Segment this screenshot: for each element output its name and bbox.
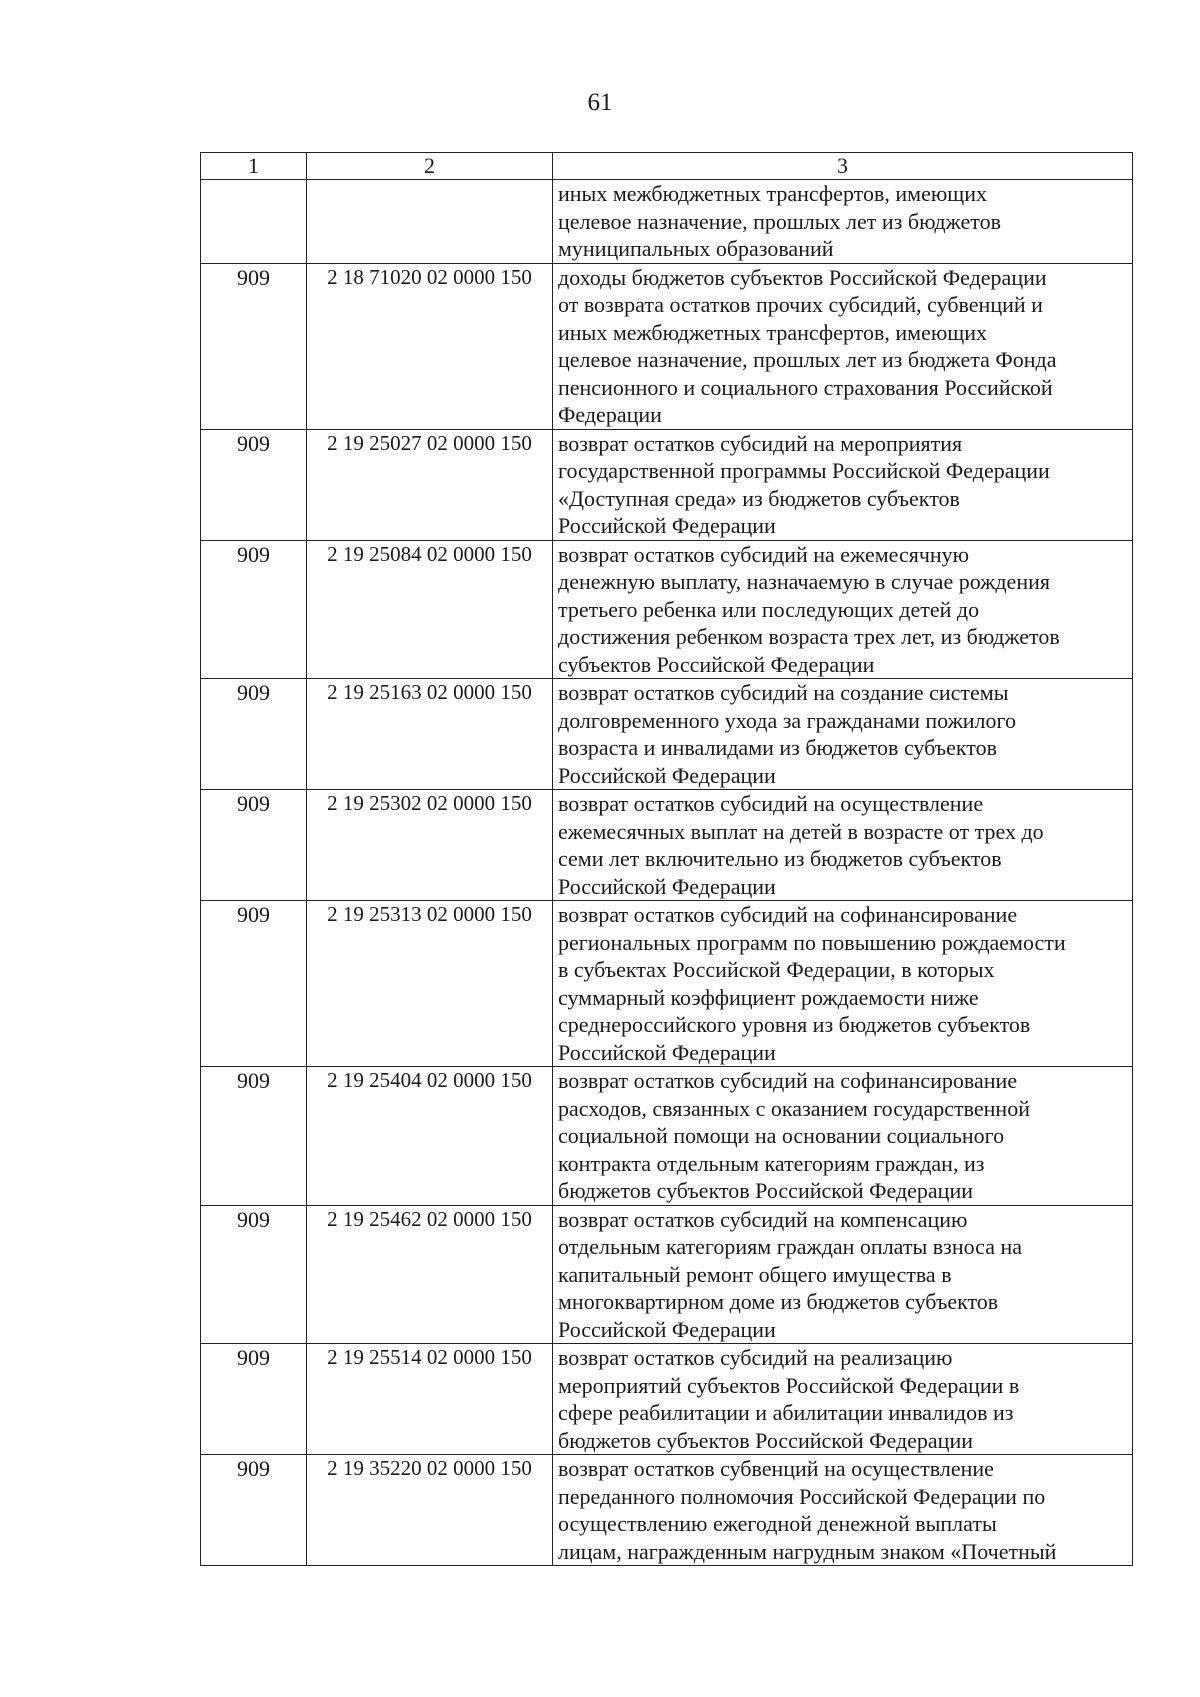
table-row [201, 1344, 1133, 1455]
table-row [201, 790, 1133, 901]
table-row [201, 429, 1133, 540]
header-col-1: 1 [201, 153, 307, 180]
description-line: «Доступная среда» из бюджетов субъектов [558, 485, 960, 511]
description-line: осуществлению ежегодной денежной выплаты [558, 1511, 997, 1536]
description-line: от возврата остатков прочих субсидий, субвенций и [558, 292, 1043, 317]
admin-code-cell [201, 180, 307, 264]
description-line: доходы бюджетов субъектов Российской Федерации [558, 264, 1047, 290]
revenue-description-cell [553, 1205, 1133, 1344]
admin-code-cell: 909 [201, 1344, 307, 1455]
budget-classification-code-cell: 2 19 35220 02 0000 150 [307, 1455, 553, 1566]
page-number: 61 [587, 89, 613, 116]
description-line: Федерации [558, 402, 662, 427]
description-line: возврат остатков субсидий на ежемесячную [558, 541, 970, 567]
description-line: в субъектах Российской Федерации, в которых [558, 957, 995, 982]
budget-classification-code-cell: 2 19 25404 02 0000 150 [307, 1067, 553, 1206]
description-line: Российской Федерации [558, 873, 776, 899]
budget-classification-code-cell: 2 18 71020 02 0000 150 [307, 263, 553, 429]
description-line: третьего ребенка или последующих детей до [558, 596, 980, 622]
admin-code-cell: 909 [201, 263, 307, 429]
description-line: многоквартирном доме из бюджетов субъектов [558, 1289, 999, 1314]
description-line: контракта отдельным категориям граждан, из [558, 1150, 985, 1176]
description-line: отдельным категориям граждан оплаты взноса на [558, 1234, 1022, 1259]
budget-classification-code-cell [307, 180, 553, 264]
budget-codes-table [200, 152, 1133, 1566]
table-row [201, 1455, 1133, 1566]
revenue-description-cell [553, 540, 1133, 679]
admin-code-cell: 909 [201, 679, 307, 790]
description-line: лицам, награжденным нагрудным знаком «Почетный [558, 1538, 1057, 1564]
description-line: сфере реабилитации и абилитации инвалидов из [558, 1400, 1014, 1425]
revenue-description-cell [553, 1455, 1133, 1566]
description-line: возврат остатков субсидий на мероприятия [558, 430, 963, 456]
description-line: возврат остатков субсидий на компенсацию [558, 1206, 968, 1232]
admin-code-cell: 909 [201, 540, 307, 679]
description-line: бюджетов субъектов Российской Федерации [558, 1178, 973, 1203]
table-row [201, 540, 1133, 679]
header-col-2: 2 [307, 153, 553, 180]
header-col-3: 3 [553, 153, 1133, 180]
table-row [201, 901, 1133, 1067]
description-line: ежемесячных выплат на детей в возрасте от трех до [558, 818, 1044, 844]
description-line: муниципальных образований [558, 236, 834, 261]
budget-classification-code-cell: 2 19 25313 02 0000 150 [307, 901, 553, 1067]
revenue-description-cell [553, 679, 1133, 790]
description-line: среднероссийского уровня из бюджетов субъектов [558, 1012, 1031, 1037]
budget-classification-code-cell: 2 19 25084 02 0000 150 [307, 540, 553, 679]
admin-code-cell: 909 [201, 901, 307, 1067]
description-line: суммарный коэффициент рождаемости ниже [558, 984, 979, 1010]
table-body [201, 180, 1133, 1566]
revenue-description-cell [553, 790, 1133, 901]
description-line: Российской Федерации [558, 762, 776, 788]
description-line: расходов, связанных с оказанием государственной [558, 1095, 1030, 1121]
description-line: достижения ребенком возраста трех лет, из бюджетов [558, 624, 1060, 649]
description-line: пенсионного и социального страхования Российской [558, 374, 1053, 400]
admin-code-cell: 909 [201, 429, 307, 540]
table-row [201, 1067, 1133, 1206]
description-line: региональных программ по повышению рождаемости [558, 929, 1066, 955]
admin-code-cell: 909 [201, 1455, 307, 1566]
description-line: субъектов Российской Федерации [558, 651, 875, 677]
description-line: возврат остатков субсидий на софинансирование [558, 1068, 1018, 1093]
revenue-description-cell [553, 1344, 1133, 1455]
description-line: Российской Федерации [558, 1039, 776, 1065]
revenue-description-cell [553, 429, 1133, 540]
description-line: государственной программы Российской Федерации [558, 458, 1050, 483]
description-line: долговременного ухода за гражданами пожилого [558, 707, 1016, 733]
table-row [201, 263, 1133, 429]
description-line: возврат остатков субсидий на софинансирование [558, 902, 1018, 927]
description-line: возврат остатков субсидий на осуществление [558, 791, 984, 816]
admin-code-cell: 909 [201, 790, 307, 901]
description-line: переданного полномочия Российской Федерации по [558, 1483, 1046, 1509]
description-line: Российской Федерации [558, 513, 776, 538]
description-line: возврат остатков субсидий на создание системы [558, 680, 1009, 705]
description-line: капитальный ремонт общего имущества в [558, 1261, 952, 1287]
budget-classification-code-cell: 2 19 25163 02 0000 150 [307, 679, 553, 790]
description-line: Российской Федерации [558, 1316, 776, 1342]
description-line: целевое назначение, прошлых лет из бюджетов [558, 208, 1001, 234]
description-line: иных межбюджетных трансфертов, имеющих [558, 319, 987, 345]
table-header-row [201, 153, 1133, 180]
description-line: семи лет включительно из бюджетов субъектов [558, 846, 1002, 871]
revenue-description-cell [553, 1067, 1133, 1206]
description-line: возврат остатков субсидий на реализацию [558, 1345, 953, 1370]
description-line: денежную выплату, назначаемую в случае рождения [558, 569, 1050, 594]
revenue-description-cell [553, 263, 1133, 429]
table-row [201, 679, 1133, 790]
description-line: мероприятий субъектов Российской Федерации в [558, 1372, 1020, 1398]
revenue-description-cell [553, 901, 1133, 1067]
description-line: целевое назначение, прошлых лет из бюджета Фонда [558, 347, 1057, 372]
budget-classification-code-cell: 2 19 25027 02 0000 150 [307, 429, 553, 540]
description-line: социальной помощи на основании социального [558, 1123, 1005, 1148]
revenue-description-cell [553, 180, 1133, 264]
budget-classification-code-cell: 2 19 25302 02 0000 150 [307, 790, 553, 901]
admin-code-cell: 909 [201, 1205, 307, 1344]
description-line: иных межбюджетных трансфертов, имеющих [558, 181, 987, 206]
table-row [201, 180, 1133, 264]
description-line: возврат остатков субвенций на осуществление [558, 1456, 994, 1481]
description-line: бюджетов субъектов Российской Федерации [558, 1427, 973, 1453]
budget-classification-code-cell: 2 19 25514 02 0000 150 [307, 1344, 553, 1455]
admin-code-cell: 909 [201, 1067, 307, 1206]
table-row [201, 1205, 1133, 1344]
budget-classification-code-cell: 2 19 25462 02 0000 150 [307, 1205, 553, 1344]
description-line: возраста и инвалидами из бюджетов субъектов [558, 735, 998, 760]
